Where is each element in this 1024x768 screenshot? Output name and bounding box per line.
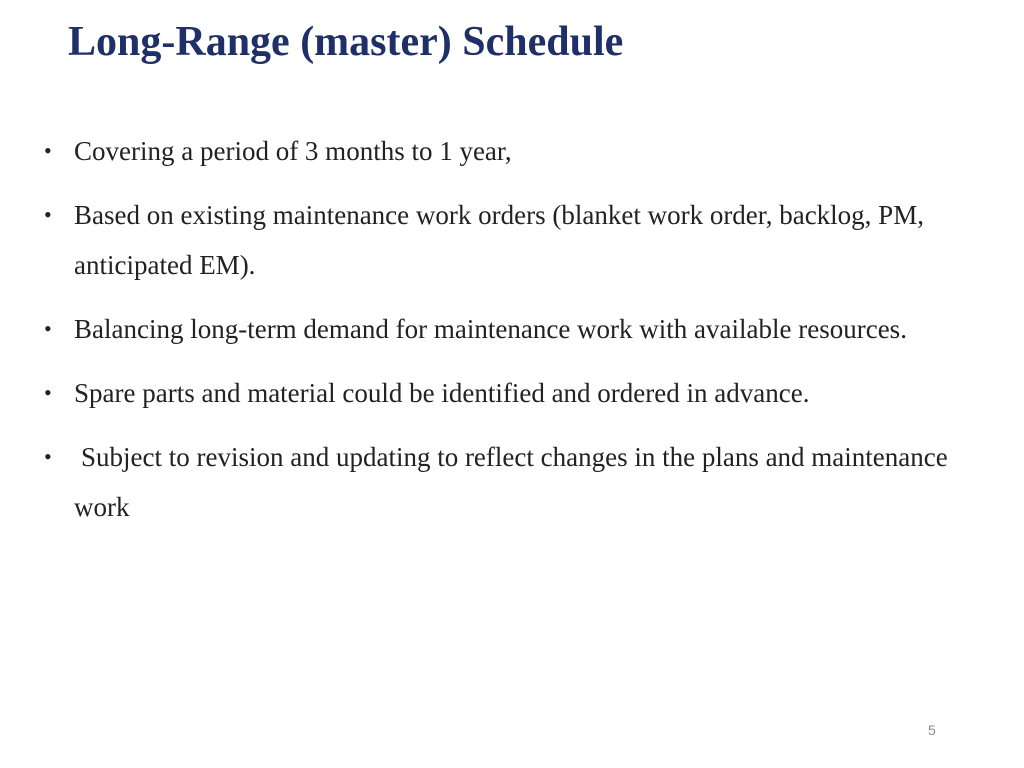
bullet-item-4 bbox=[44, 368, 974, 418]
bullet-list bbox=[44, 126, 974, 546]
bullet-item-2 bbox=[44, 190, 974, 290]
bullet-text: Balancing long-term demand for maintenance work with available resources. bbox=[74, 314, 907, 344]
bullet-text: Based on existing maintenance work orders (blanket work order, backlog, PM, anticipated EM). bbox=[74, 200, 924, 280]
bullet-item-5 bbox=[44, 432, 974, 532]
bullet-dot-icon: • bbox=[44, 202, 52, 227]
bullet-dot-icon: • bbox=[44, 380, 52, 405]
bullet-item-1 bbox=[44, 126, 974, 176]
bullet-item-3 bbox=[44, 304, 974, 354]
bullet-dot-icon: • bbox=[44, 444, 52, 469]
bullet-dot-icon: • bbox=[44, 316, 52, 341]
page-number: 5 bbox=[928, 722, 936, 738]
slide-title: Long-Range (master) Schedule bbox=[68, 19, 624, 65]
bullet-text: Covering a period of 3 months to 1 year, bbox=[74, 136, 512, 166]
bullet-dot-icon: • bbox=[44, 138, 52, 163]
bullet-text: Spare parts and material could be identified and ordered in advance. bbox=[74, 378, 810, 408]
bullet-text: Subject to revision and updating to reflect changes in the plans and maintenance work bbox=[74, 442, 948, 522]
